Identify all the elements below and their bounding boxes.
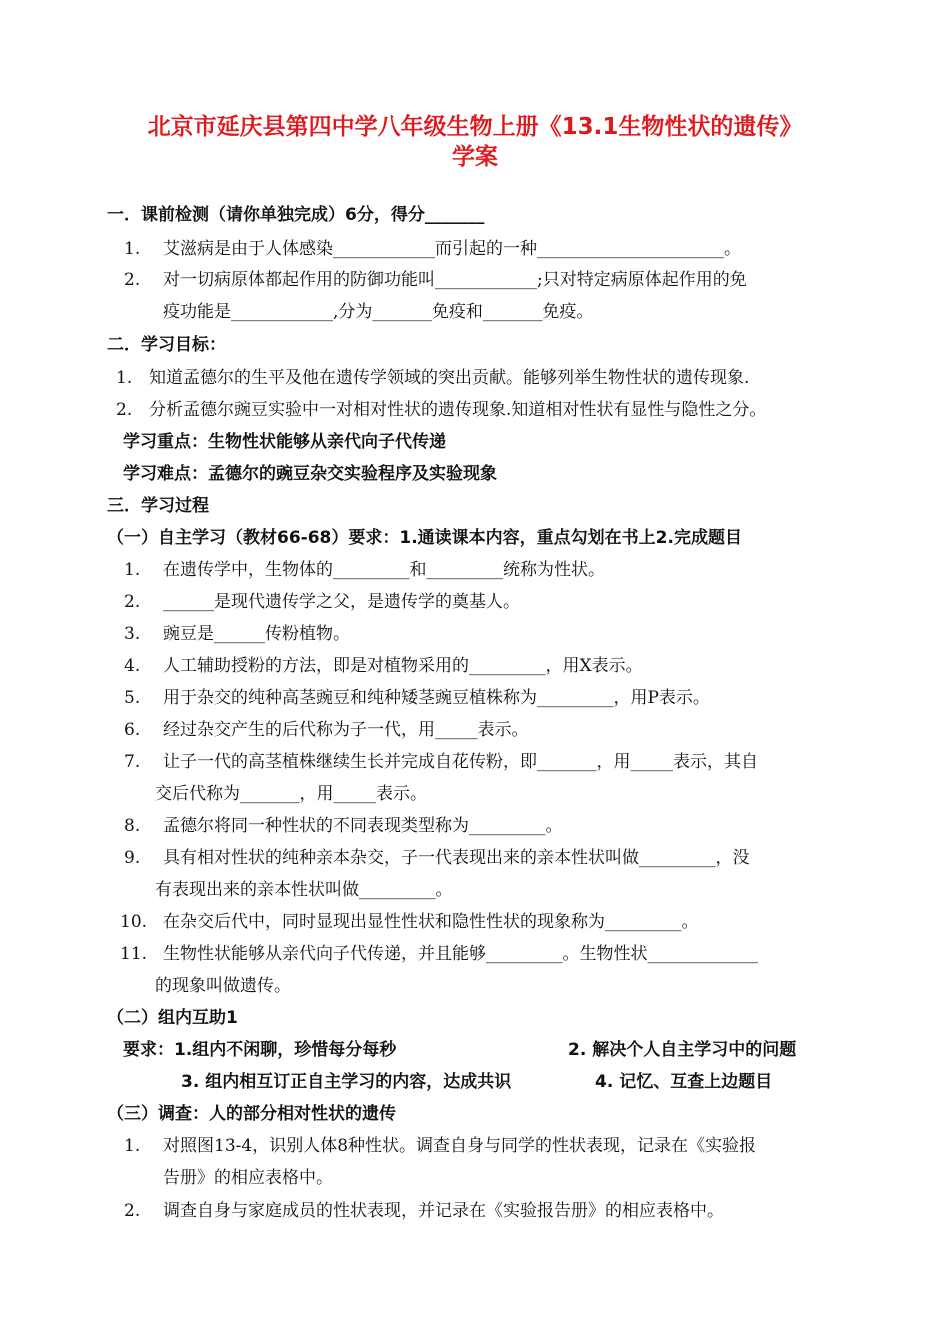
s2-item-2-num: 2. [116, 400, 133, 420]
p1-item-11-text: 生物性状能够从亲代向子代传递，并且能够_________。生物性状_____________ [163, 944, 758, 964]
difficulty: 学习难点：孟德尔的豌豆杂交实验程序及实验现象 [123, 464, 497, 484]
part2-requirement-1: 要求：1.组内不闲聊，珍惜每分每秒 [123, 1040, 397, 1060]
p1-item-10-text: 在杂交后代中，同时显现出显性性状和隐性性状的现象称为_________。 [163, 912, 699, 932]
p1-item-9-text-cont: 有表现出来的亲本性状叫做_________。 [155, 880, 453, 900]
p3-item-1-text-cont: 告册》的相应表格中。 [163, 1168, 333, 1188]
p1-item-7-text: 让子一代的高茎植株继续生长并完成自花传粉，即_______，用_____表示，其自 [163, 752, 758, 772]
title-line-2: 学案 [452, 144, 498, 170]
section3-heading: 三．学习过程 [107, 496, 209, 516]
p1-item-6-num: 6. [124, 720, 141, 740]
s1-item-2-text-cont: 疫功能是____________,分为_______免疫和_______免疫。 [163, 302, 594, 322]
s1-item-2-num: 2. [124, 270, 141, 290]
p3-item-1-num: 1. [124, 1136, 141, 1156]
part2-requirement-2: 2. 解决个人自主学习中的问题 [568, 1040, 797, 1060]
p1-item-3-text: 豌豆是______传粉植物。 [163, 624, 350, 644]
p1-item-5-num: 5. [124, 688, 141, 708]
s2-item-1-text: 知道孟德尔的生平及他在遗传学领域的突出贡献。能够列举生物性状的遗传现象. [149, 368, 750, 388]
key-point: 学习重点：生物性状能够从亲代向子代传递 [123, 432, 446, 452]
p3-item-2-num: 2. [124, 1201, 141, 1221]
p1-item-2-text: ______是现代遗传学之父，是遗传学的奠基人。 [163, 592, 520, 612]
p1-item-8-num: 8. [124, 816, 141, 836]
s2-item-2-text: 分析孟德尔豌豆实验中一对相对性状的遗传现象.知道相对性状有显性与隐性之分。 [149, 400, 767, 420]
document-title [80, 112, 870, 172]
s1-item-1-num: 1. [124, 239, 141, 259]
p1-item-7-text-cont: 交后代称为_______，用_____表示。 [155, 784, 427, 804]
part1-heading: （一）自主学习（教材66-68）要求：1.通读课本内容，重点勾划在书上2.完成题目 [107, 528, 742, 548]
p1-item-9-num: 9. [124, 848, 141, 868]
p1-item-7-num: 7. [124, 752, 141, 772]
s1-item-2-text: 对一切病原体都起作用的防御功能叫____________;只对特定病原体起作用的免 [163, 270, 747, 290]
p1-item-2-num: 2. [124, 592, 141, 612]
p1-item-5-text: 用于杂交的纯种高茎豌豆和纯种矮茎豌豆植株称为_________，用P表示。 [163, 688, 710, 708]
p1-item-11-text-cont: 的现象叫做遗传。 [155, 976, 291, 996]
part3-heading: （三）调查：人的部分相对性状的遗传 [107, 1104, 396, 1124]
p1-item-8-text: 孟德尔将同一种性状的不同表现类型称为_________。 [163, 816, 563, 836]
p1-item-11-num: 11. [120, 944, 148, 964]
p1-item-4-text: 人工辅助授粉的方法，即是对植物采用的_________，用X表示。 [163, 656, 643, 676]
p1-item-10-num: 10. [120, 912, 148, 932]
s1-item-1-text: 艾滋病是由于人体感染____________而引起的一种______________________。 [163, 239, 741, 259]
part2-requirement-4: 4. 记忆、互查上边题目 [595, 1072, 773, 1092]
p3-item-2-text: 调查自身与家庭成员的性状表现，并记录在《实验报告册》的相应表格中。 [163, 1201, 724, 1221]
p3-item-1-text: 对照图13-4，识别人体8种性状。调查自身与同学的性状表现，记录在《实验报 [163, 1136, 757, 1156]
p1-item-9-text: 具有相对性状的纯种亲本杂交，子一代表现出来的亲本性状叫做_________，没 [163, 848, 750, 868]
section1-heading: 一．课前检测（请你单独完成）6分，得分_______ [107, 205, 485, 225]
p1-item-4-num: 4. [124, 656, 141, 676]
s2-item-1-num: 1. [116, 368, 133, 388]
section2-heading: 二．学习目标： [107, 335, 226, 355]
p1-item-3-num: 3. [124, 624, 141, 644]
p1-item-6-text: 经过杂交产生的后代称为子一代，用_____表示。 [163, 720, 529, 740]
part2-heading: （二）组内互助1 [107, 1008, 238, 1028]
p1-item-1-text: 在遗传学中，生物体的_________和_________统称为性状。 [163, 560, 605, 580]
p1-item-1-num: 1. [124, 560, 141, 580]
title-line-1: 北京市延庆县第四中学八年级生物上册《13.1生物性状的遗传》 [147, 114, 803, 140]
part2-requirement-3: 3. 组内相互订正自主学习的内容，达成共识 [181, 1072, 512, 1092]
